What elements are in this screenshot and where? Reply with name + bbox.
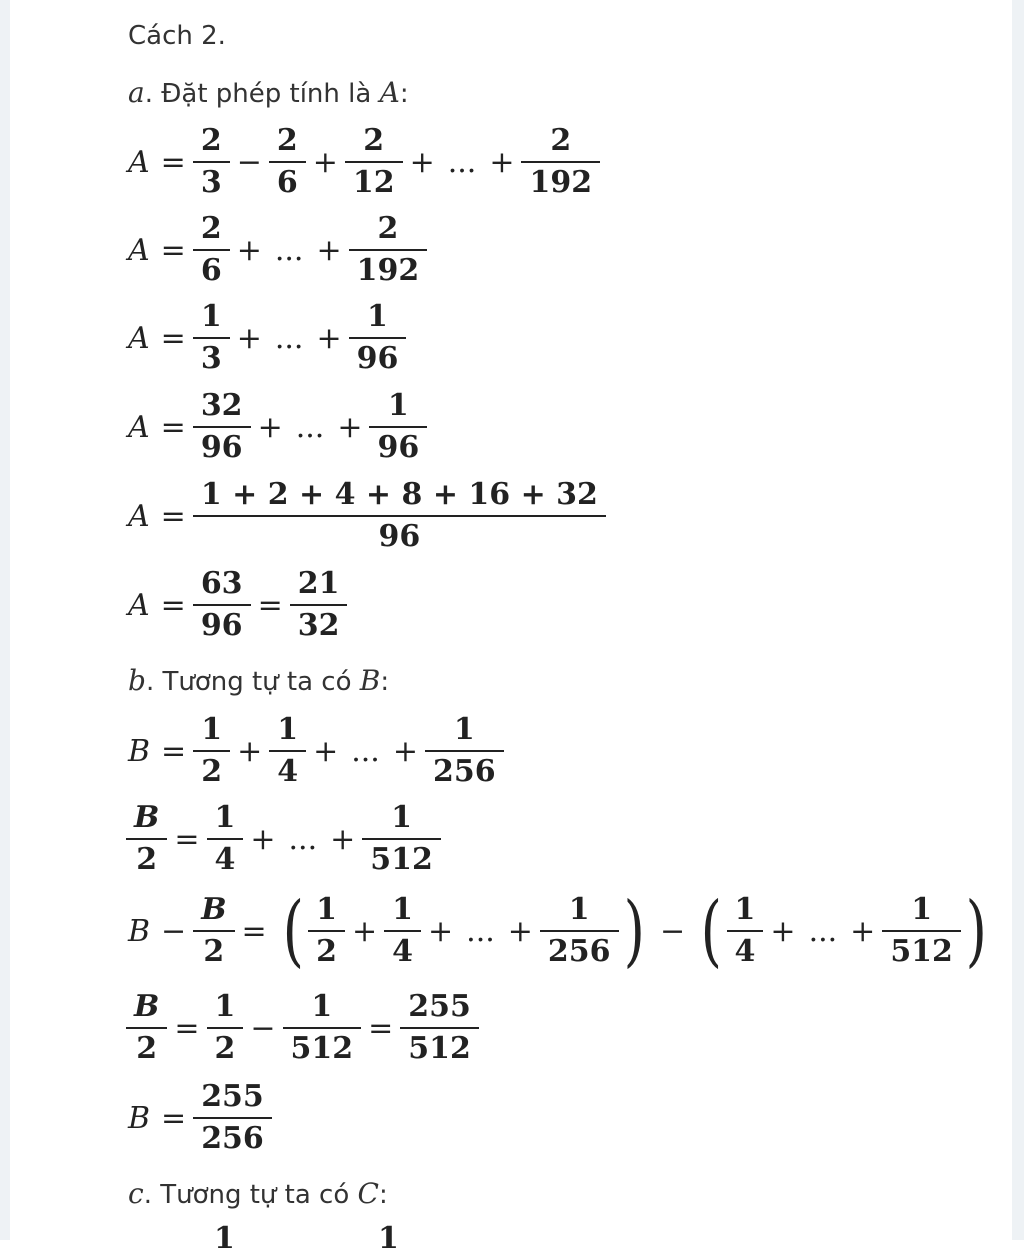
fraction — [197, 478, 602, 554]
denominator: 3 — [193, 161, 230, 200]
fraction — [353, 212, 424, 288]
denominator: 512 — [400, 1027, 479, 1066]
denominator: 96 — [193, 515, 606, 554]
equation-b3 — [128, 886, 993, 976]
denominator: 256 — [193, 1117, 272, 1156]
plus-sign: + — [507, 913, 533, 949]
numerator: 21 — [297, 566, 340, 601]
part-c-colon: : — [378, 1180, 388, 1210]
equation-b4 — [128, 990, 477, 1066]
numerator: 1 — [201, 712, 223, 747]
numerator: 1 — [311, 989, 333, 1024]
equals-sign: = — [160, 144, 186, 180]
part-b-intro-text: . Tương tự ta có — [145, 667, 360, 697]
denominator: 4 — [384, 930, 421, 969]
right-margin-bar — [1012, 0, 1024, 1240]
part-b-letter: b — [128, 664, 146, 697]
equation-a4 — [128, 389, 425, 465]
numerator: 1 — [277, 712, 299, 747]
equation-b1 — [128, 713, 502, 789]
plus-sign: + — [316, 232, 342, 268]
denominator: 192 — [521, 161, 600, 200]
part-a-var: A — [379, 76, 400, 109]
numerator: B — [201, 892, 227, 927]
part-c-intro — [128, 1177, 388, 1212]
ellipsis: ... — [274, 320, 304, 356]
ellipsis: ... — [295, 409, 325, 445]
fraction — [404, 990, 475, 1066]
minus-sign: − — [659, 913, 686, 949]
fraction — [373, 389, 423, 465]
fraction — [287, 990, 358, 1066]
minus-sign: − — [236, 144, 262, 180]
ellipsis: ... — [808, 913, 838, 949]
part-a-colon: : — [399, 79, 409, 109]
equals-sign: = — [160, 232, 186, 268]
ellipsis: ... — [447, 144, 477, 180]
fraction-partial — [374, 1222, 403, 1259]
equals-sign: = — [257, 587, 283, 623]
denominator: 512 — [882, 930, 961, 969]
denominator: 96 — [369, 426, 427, 465]
numerator: 63 — [200, 566, 243, 601]
numerator: 255 — [408, 989, 471, 1024]
numerator: 2 — [200, 211, 222, 246]
numerator: 1 — [214, 1221, 235, 1256]
plus-sign: + — [428, 913, 454, 949]
equals-sign: = — [368, 1010, 394, 1046]
denominator: 256 — [540, 930, 619, 969]
plus-sign: + — [409, 144, 435, 180]
fraction-lhs — [130, 801, 163, 877]
denominator: 6 — [193, 249, 230, 288]
numerator: 2 — [200, 123, 222, 158]
minus-sign: − — [250, 1010, 276, 1046]
denominator: 3 — [193, 337, 230, 376]
denominator: 2 — [207, 1027, 244, 1066]
equation-a5 — [128, 478, 604, 554]
numerator: 1 + 2 + 4 + 8 + 16 + 32 — [200, 477, 598, 512]
fraction — [211, 801, 240, 877]
fraction — [197, 567, 247, 643]
part-c-intro-text: . Tương tự ta có — [143, 1180, 358, 1210]
lhs-var: A — [128, 144, 150, 180]
denominator: 2 — [193, 750, 230, 789]
equals-sign: = — [174, 1010, 200, 1046]
plus-sign: + — [237, 733, 263, 769]
denominator: 2 — [126, 838, 167, 877]
fraction — [197, 212, 226, 288]
part-c-var: C — [357, 1177, 379, 1210]
fraction — [197, 124, 226, 200]
fraction-partial — [210, 1222, 239, 1259]
fraction-lhs — [130, 990, 163, 1066]
heading-number: 2. — [201, 21, 226, 51]
lhs-var: B — [128, 913, 151, 949]
numerator: 1 — [734, 892, 756, 927]
ellipsis: ... — [288, 821, 318, 857]
numerator: 1 — [378, 1221, 399, 1256]
minus-sign: − — [161, 913, 187, 949]
equation-a1 — [128, 124, 598, 200]
plus-sign: + — [337, 409, 363, 445]
numerator: 1 — [911, 892, 933, 927]
denominator: 4 — [727, 930, 764, 969]
fraction — [544, 893, 615, 969]
plus-sign: + — [392, 733, 418, 769]
numerator: B — [134, 989, 160, 1024]
denominator: 192 — [349, 249, 428, 288]
numerator: B — [134, 800, 160, 835]
equation-c1-partial-2 — [372, 1222, 405, 1259]
lhs-var: B — [128, 733, 151, 769]
plus-sign: + — [236, 320, 262, 356]
denominator: 12 — [345, 161, 403, 200]
numerator: 1 — [568, 892, 590, 927]
ellipsis: ... — [274, 232, 304, 268]
numerator: 2 — [363, 123, 385, 158]
part-a-intro — [128, 76, 409, 111]
plus-sign: + — [770, 913, 796, 949]
fraction — [886, 893, 957, 969]
equation-a2 — [128, 212, 425, 288]
plus-sign: + — [316, 320, 342, 356]
denominator: 2 — [126, 1027, 167, 1066]
denominator: 96 — [193, 604, 251, 643]
equals-sign: = — [241, 913, 267, 949]
equals-sign: = — [161, 733, 187, 769]
equals-sign: = — [160, 587, 186, 623]
plus-sign: + — [236, 232, 262, 268]
equals-sign: = — [160, 409, 186, 445]
lhs-var: A — [128, 320, 150, 356]
numerator: 1 — [200, 299, 222, 334]
denominator: 512 — [283, 1027, 362, 1066]
plus-sign: + — [250, 821, 276, 857]
numerator: 2 — [276, 123, 298, 158]
left-paren: ( — [700, 886, 722, 976]
part-b-intro — [128, 664, 389, 699]
fraction — [211, 990, 240, 1066]
plus-sign: + — [850, 913, 876, 949]
fraction — [197, 893, 230, 969]
denominator: 256 — [425, 750, 504, 789]
numerator: 32 — [200, 388, 243, 423]
fraction — [197, 713, 226, 789]
equation-c1-partial — [208, 1222, 241, 1259]
numerator: 1 — [391, 800, 413, 835]
heading-prefix: Cách — [128, 21, 202, 51]
denominator: 6 — [269, 161, 306, 200]
lhs-var: A — [128, 232, 150, 268]
numerator: 1 — [316, 892, 337, 927]
fraction — [366, 801, 437, 877]
heading — [128, 19, 226, 53]
fraction — [197, 1080, 268, 1156]
right-paren: ) — [623, 886, 645, 976]
plus-sign: + — [489, 144, 515, 180]
part-c-letter: c — [128, 1177, 144, 1210]
lhs-var: A — [128, 587, 150, 623]
right-paren: ) — [965, 886, 987, 976]
fraction — [273, 713, 302, 789]
fraction — [197, 300, 226, 376]
equals-sign: = — [161, 1100, 187, 1136]
lhs-var: A — [128, 498, 150, 534]
equation-a6 — [128, 567, 345, 643]
equation-b5 — [128, 1080, 270, 1156]
fraction — [388, 893, 417, 969]
lhs-var: B — [128, 1100, 151, 1136]
denominator: 2 — [308, 930, 345, 969]
fraction — [353, 300, 403, 376]
numerator: 1 — [387, 388, 409, 423]
numerator: 255 — [201, 1079, 264, 1114]
numerator: 2 — [377, 211, 399, 246]
fraction — [273, 124, 302, 200]
fraction — [429, 713, 500, 789]
ellipsis: ... — [466, 913, 495, 949]
denominator: 96 — [349, 337, 407, 376]
denominator: 512 — [362, 838, 441, 877]
numerator: 1 — [453, 712, 475, 747]
plus-sign: + — [352, 913, 378, 949]
equals-sign: = — [174, 821, 200, 857]
plus-sign: + — [313, 733, 339, 769]
plus-sign: + — [257, 409, 283, 445]
plus-sign: + — [330, 821, 356, 857]
equals-sign: = — [160, 320, 186, 356]
fraction — [349, 124, 399, 200]
part-a-intro-text: . Đặt phép tính là — [144, 79, 380, 109]
numerator: 1 — [367, 299, 388, 334]
ellipsis: ... — [351, 733, 380, 769]
equals-sign: = — [160, 498, 186, 534]
part-a-letter: a — [128, 76, 145, 109]
denominator: 32 — [290, 604, 348, 643]
denominator: 4 — [269, 750, 306, 789]
denominator: 96 — [193, 426, 251, 465]
equation-b2 — [128, 801, 439, 877]
part-b-colon: : — [380, 667, 390, 697]
denominator: 2 — [193, 930, 234, 969]
equation-a3 — [128, 300, 404, 376]
fraction — [731, 893, 760, 969]
part-b-var: B — [359, 664, 381, 697]
numerator: 1 — [392, 892, 414, 927]
fraction — [197, 389, 247, 465]
fraction — [525, 124, 596, 200]
left-margin-bar — [0, 0, 10, 1240]
plus-sign: + — [312, 144, 338, 180]
fraction — [294, 567, 344, 643]
denominator: 4 — [207, 838, 244, 877]
numerator: 1 — [214, 989, 236, 1024]
numerator: 2 — [550, 123, 572, 158]
fraction — [312, 893, 341, 969]
left-paren: ( — [282, 886, 304, 976]
lhs-var: A — [128, 409, 150, 445]
numerator: 1 — [214, 800, 236, 835]
